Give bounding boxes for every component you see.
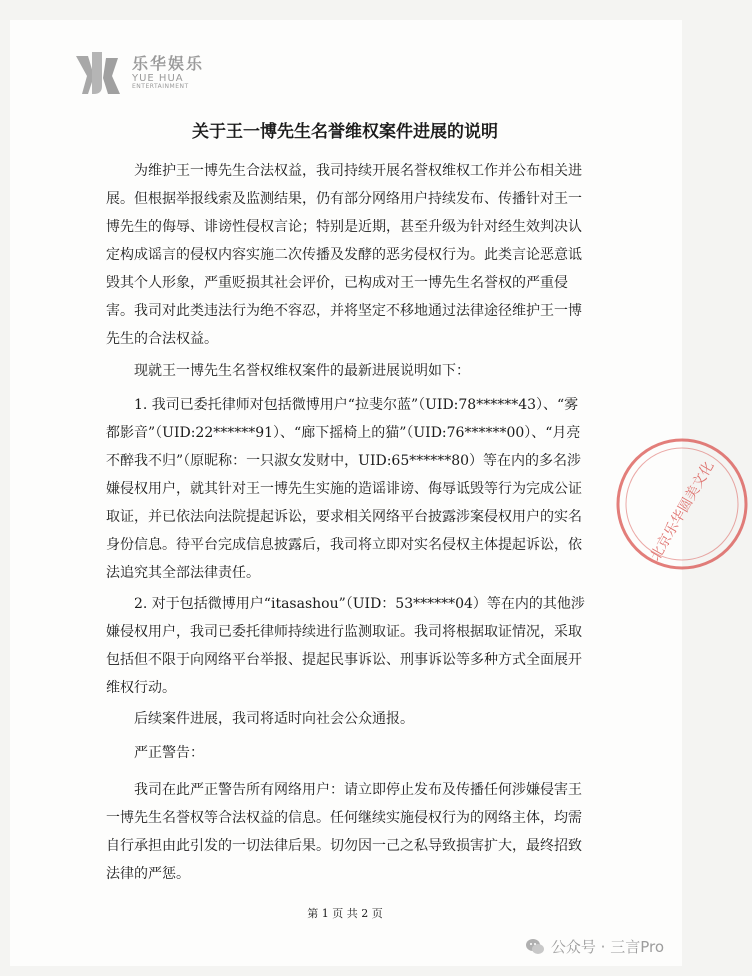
progress-lead: 现就王一博先生名誉权维权案件的最新进展说明如下： — [134, 363, 470, 379]
intro-paragraph: 为维护王一博先生合法权益，我司持续开展名誉权维权工作并公布相关进展。但根据举报线索及监测结果，仍有部分网络用户持续发布、传播针对王一博先生的侮辱、诽谤性侵权言论；特别是近期，甚至升级为针对经生效判决认定构成谣言的侵权内容实施二次传播及发酵的恶劣侵权行为。此类言论恶意诋毁其个人形象，严重贬损其社会评价，已构成对王一博先生名誉权的严重侵害。我司对此类违法行为绝不容忍，并将坚定不移地通过法律途径维护王一博先生的合法权益。 — [106, 163, 582, 347]
document-title: 关于王一博先生名誉维权案件进展的说明 — [192, 122, 498, 142]
wechat-icon — [525, 937, 545, 957]
company-seal-stamp — [612, 434, 752, 574]
warning-heading: 严正警告： — [134, 745, 204, 761]
logo-name-en-sub: ENTERTAINMENT — [132, 83, 189, 90]
item-two-paragraph: 2. 对于包括微博用户“itasashou”（UID：53******04）等在内的其他涉嫌侵权用户，我司已委托律师持续进行监测取证。我司将根据取证情况，采取包括但不限于向网络平台举报、提起民事诉讼、刑事诉讼等多种方式全面展开维权行动。 — [106, 596, 585, 696]
logo-name-en: YUE HUA — [132, 73, 184, 84]
svg-text:北京乐华圆美文化: 北京乐华圆美文化 — [647, 458, 718, 564]
logo-name-cn: 乐华娱乐 — [132, 54, 205, 74]
follow-up-paragraph: 后续案件进展，我司将适时向社会公众通报。 — [134, 711, 414, 727]
page-number: 第 1 页 共 2 页 — [307, 907, 383, 920]
warning-paragraph: 我司在此严正警告所有网络用户：请立即停止发布及传播任何涉嫌侵害王一博先生名誉权等合法权益的信息。任何继续实施侵权行为的网络主体，均需自行承担由此引发的一切法律后果。切勿因一己之私导致损害扩大，最终招致法律的严惩。 — [106, 782, 582, 882]
item-one-paragraph: 1. 我司已委托律师对包括微博用户“拉斐尔蓝”（UID:78******43）、“雾都影音”（UID:22******91）、“廊下摇椅上的猫”（UID:76******00）、“月亮不醉我不归”（原昵称：一只淑女发财中，UID:65******80）等在内的多名涉嫌侵权用户，就其针对王一博先生实施的造谣诽谤、侮辱诋毁等行为完成公证取证，并已依法向法院提起诉讼，要求相关网络平台披露涉案侵权用户的实名身份信息。待平台完成信息披露后，我司将立即对实名侵权主体提起诉讼，依法追究其全部法律责任。 — [106, 397, 582, 581]
watermark-text: 公众号 · 三言Pro — [550, 938, 664, 956]
wechat-watermark — [525, 936, 664, 957]
yuehua-logo-icon — [72, 46, 126, 100]
company-logo — [72, 46, 204, 100]
